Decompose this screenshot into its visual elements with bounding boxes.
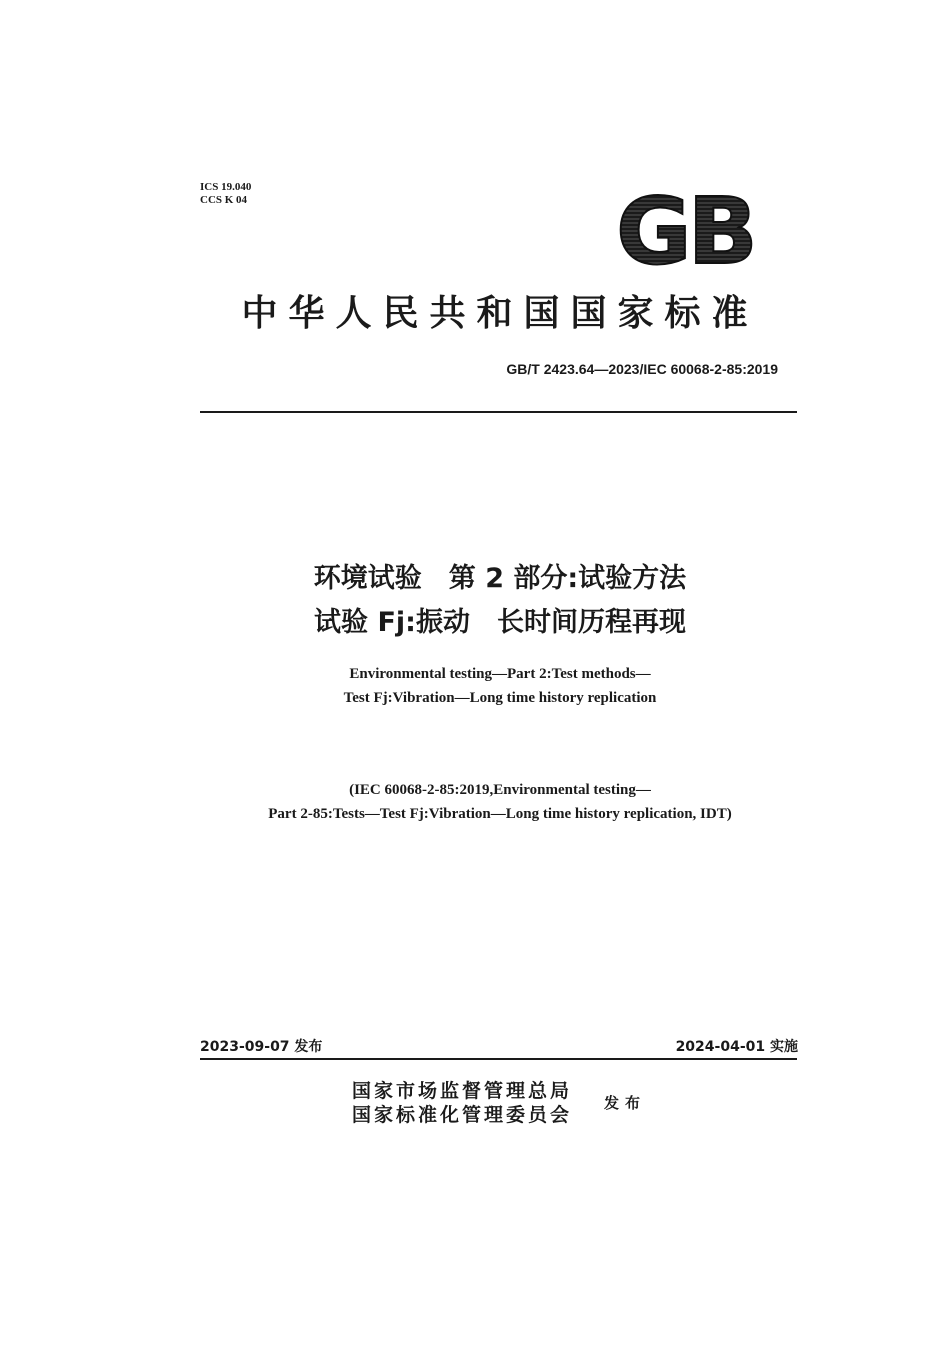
publication-date: 2023-09-07 发布: [200, 1039, 323, 1055]
header-divider: [200, 411, 797, 413]
gb-logo-text: GB: [616, 185, 754, 270]
english-title-line-2: Test Fj:Vibration—Long time history replication: [343, 690, 657, 706]
implementation-date: 2024-04-01 实施: [675, 1039, 798, 1055]
gb-logo-graphic: [605, 185, 765, 270]
ics-code: ICS 19.040: [200, 181, 252, 193]
issuing-authorities: [352, 1079, 572, 1127]
chinese-title-line-2: 试验 Fj:振动 长时间历程再现: [314, 607, 686, 638]
chinese-title-line-1: 环境试验 第 2 部分:试验方法: [313, 563, 687, 594]
english-title-line-1: Environmental testing—Part 2:Test methods—: [349, 666, 651, 682]
issuer-sac: 国家标准化管理委员会: [352, 1104, 573, 1126]
gb-logo: [605, 185, 765, 270]
footer-divider: [200, 1058, 797, 1060]
classification-codes: [200, 181, 251, 207]
issuer-samr: 国家市场监督管理总局: [352, 1080, 573, 1102]
adoption-note-line-1: (IEC 60068-2-85:2019,Environmental testing—: [349, 782, 651, 798]
standard-number: GB/T 2423.64—2023/IEC 60068-2-85:2019: [506, 361, 778, 377]
adoption-note-line-2: Part 2-85:Tests—Test Fj:Vibration—Long time history replication, IDT): [268, 806, 732, 822]
national-standard-heading: 中华人民共和国国家标准: [241, 293, 759, 334]
issue-action-label: 发布: [604, 1094, 647, 1112]
ccs-code: CCS K 04: [200, 194, 248, 206]
